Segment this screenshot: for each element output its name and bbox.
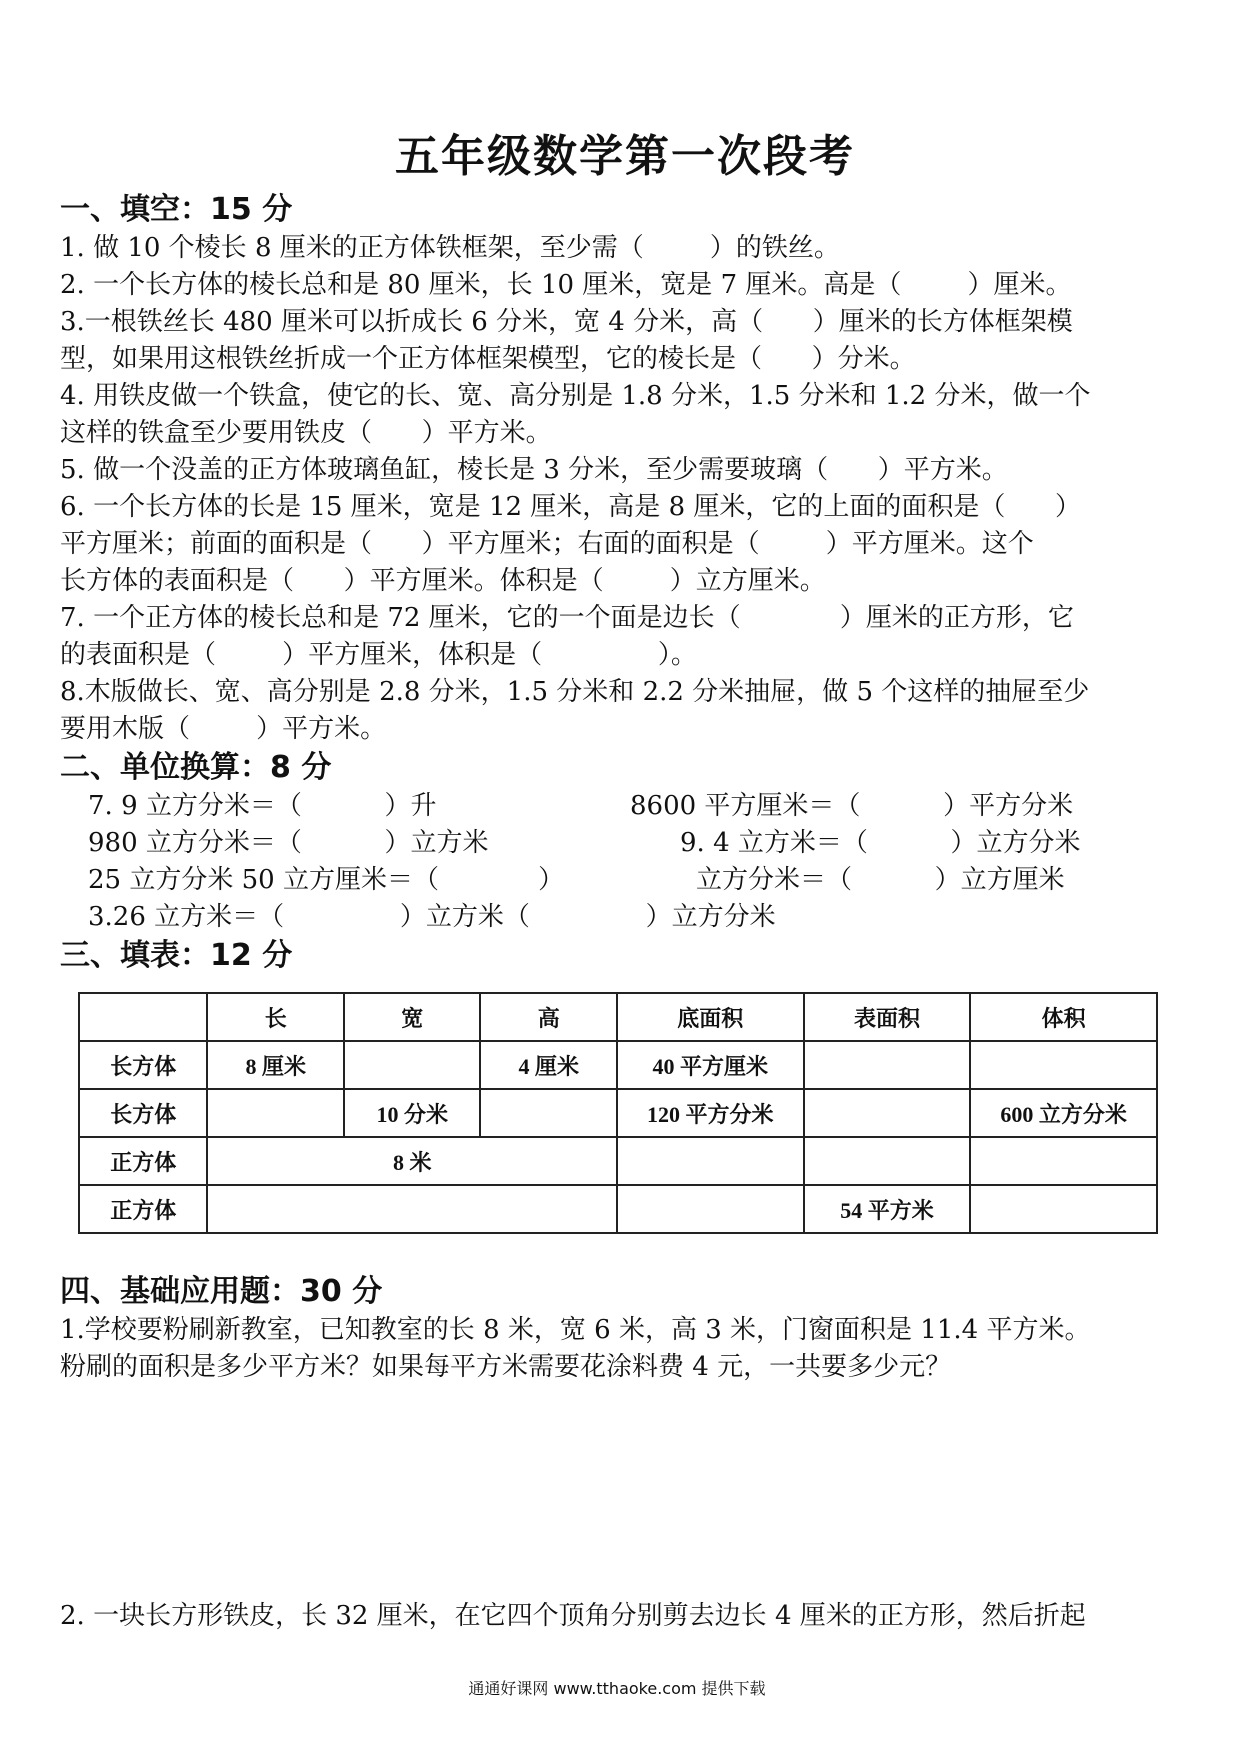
question-line: 2. 一个长方体的棱长总和是 80 厘米，长 10 厘米，宽是 7 厘米。高是（ ）厘米。: [60, 270, 1072, 300]
question-line: 7. 一个正方体的棱长总和是 72 厘米，它的一个面是边长（ ）厘米的正方形，它: [60, 603, 1074, 633]
conversion-item: 9. 4 立方米＝（ ）立方分米: [680, 828, 1081, 858]
table-cell: [207, 1185, 617, 1233]
table-header-row: [79, 993, 1157, 1041]
question-line: 长方体的表面积是（ ）平方厘米。体积是（ ）立方厘米。: [60, 566, 826, 596]
table-row: [79, 1185, 1157, 1233]
fill-in-table: [78, 992, 1158, 1234]
table-cell: 正方体: [79, 1137, 207, 1185]
table-cell: 正方体: [79, 1185, 207, 1233]
section-1-questions: [60, 230, 1190, 748]
question-line: 5. 做一个没盖的正方体玻璃鱼缸，棱长是 3 分米，至少需要玻璃（ ）平方米。: [60, 455, 1008, 485]
application-question-1-cont: 粉刷的面积是多少平方米？如果每平方米需要花涂料费 4 元，一共要多少元？: [60, 1352, 952, 1382]
table-header-cell: 宽: [344, 993, 481, 1041]
table-cell: 8 厘米: [207, 1041, 344, 1089]
table-header-cell: 高: [480, 993, 617, 1041]
conversion-item: 980 立方分米＝（ ）立方米: [88, 828, 489, 858]
table-cell: 40 平方厘米: [617, 1041, 804, 1089]
conversion-item: 25 立方分米 50 立方厘米＝（ ）: [88, 865, 565, 895]
answer-space: [60, 1386, 1190, 1598]
question-line: 1. 做 10 个棱长 8 厘米的正方体铁框架，至少需（ ）的铁丝。: [60, 233, 840, 263]
unit-conversion-block: [60, 788, 1190, 936]
table-cell: 54 平方米: [804, 1185, 971, 1233]
conversion-row: [60, 899, 1190, 936]
conversion-row: [60, 788, 1190, 825]
question-line: 的表面积是（ ）平方厘米，体积是（ ）。: [60, 640, 697, 670]
table-row: [79, 1137, 1157, 1185]
conversion-row: [60, 862, 1190, 899]
table-header-cell: [79, 993, 207, 1041]
application-question-1: 1.学校要粉刷新教室，已知教室的长 8 米，宽 6 米，高 3 米，门窗面积是 11.4 平方米。: [60, 1315, 1091, 1345]
conversion-row: [60, 825, 1190, 862]
table-cell: 长方体: [79, 1089, 207, 1137]
question-line: 6. 一个长方体的长是 15 厘米，宽是 12 厘米，高是 8 厘米，它的上面的面积是（ ）: [60, 492, 1081, 522]
table-cell: [480, 1089, 617, 1137]
table-header-cell: 长: [207, 993, 344, 1041]
table-cell: [617, 1137, 804, 1185]
question-line: 8.木版做长、宽、高分别是 2.8 分米，1.5 分米和 2.2 分米抽屉，做 5 个这样的抽屉至少: [60, 677, 1090, 707]
table-cell: [804, 1089, 971, 1137]
table-cell: 10 分米: [344, 1089, 481, 1137]
table-cell: 600 立方分米: [970, 1089, 1157, 1137]
question-line: 要用木版（ ）平方米。: [60, 714, 387, 744]
question-line: 这样的铁盒至少要用铁皮（ ）平方米。: [60, 418, 552, 448]
table-cell: [970, 1185, 1157, 1233]
exam-page: [60, 120, 1190, 1635]
table-cell: 4 厘米: [480, 1041, 617, 1089]
section-4-heading: 四、基础应用题：30 分: [60, 1274, 383, 1309]
table-cell: 长方体: [79, 1041, 207, 1089]
table-row: [79, 1089, 1157, 1137]
table-cell: [804, 1137, 971, 1185]
conversion-item: 7. 9 立方分米＝（ ）升: [88, 791, 437, 821]
page-title: 五年级数学第一次段考: [395, 131, 855, 182]
table-row: [79, 1041, 1157, 1089]
table-cell: [804, 1041, 971, 1089]
table-header-cell: 底面积: [617, 993, 804, 1041]
conversion-item: 立方分米＝（ ）立方厘米: [696, 865, 1065, 895]
section-2-heading: 二、单位换算：8 分: [60, 750, 332, 785]
footer-source: 通通好课网 www.tthaoke.com 提供下载: [468, 1679, 766, 1698]
question-line: 型，如果用这根铁丝折成一个正方体框架模型，它的棱长是（ ）分米。: [60, 344, 916, 374]
application-question-2: 2. 一块长方形铁皮，长 32 厘米，在它四个顶角分别剪去边长 4 厘米的正方形，然后折起: [60, 1601, 1086, 1631]
question-line: 3.一根铁丝长 480 厘米可以折成长 6 分米，宽 4 分米，高（ ）厘米的长方体框架模: [60, 307, 1073, 337]
conversion-item: 8600 平方厘米＝（ ）平方分米: [630, 791, 1074, 821]
table-cell: 8 米: [207, 1137, 617, 1185]
table-cell: [970, 1041, 1157, 1089]
table-header-cell: 体积: [970, 993, 1157, 1041]
conversion-item: 3.26 立方米＝（ ）立方米（ ）立方分米: [88, 902, 776, 932]
table-cell: [970, 1137, 1157, 1185]
table-cell: [344, 1041, 481, 1089]
table-header-cell: 表面积: [804, 993, 971, 1041]
section-1-heading: 一、填空：15 分: [60, 192, 293, 227]
table-cell: [617, 1185, 804, 1233]
question-line: 平方厘米；前面的面积是（ ）平方厘米；右面的面积是（ ）平方厘米。这个: [60, 529, 1034, 559]
section-3-heading: 三、填表：12 分: [60, 938, 293, 973]
table-cell: [207, 1089, 344, 1137]
question-line: 4. 用铁皮做一个铁盒，使它的长、宽、高分别是 1.8 分米，1.5 分米和 1.2 分米，做一个: [60, 381, 1091, 411]
table-cell: 120 平方分米: [617, 1089, 804, 1137]
